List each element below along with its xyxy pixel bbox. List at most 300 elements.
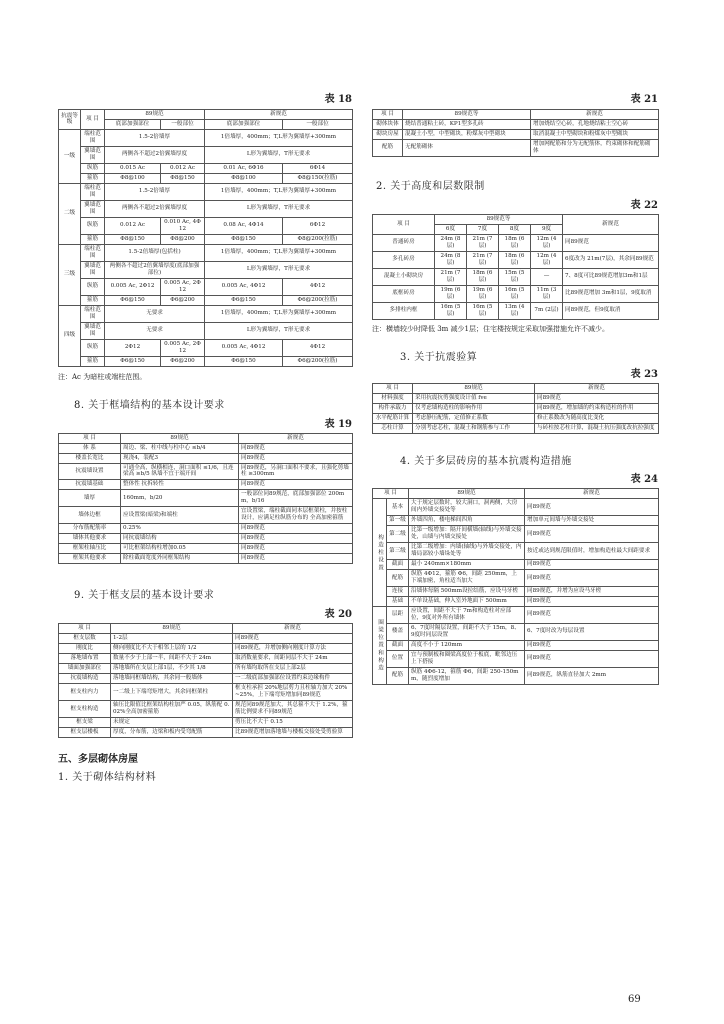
t23-cell: 芯柱计算: [373, 424, 413, 434]
table-row: [59, 200, 353, 217]
t20-h-new: 新规范: [233, 624, 353, 634]
t19-h-89: 89规范: [121, 433, 239, 443]
t24-h-89: 89规范: [409, 489, 525, 499]
t18-cell: 0.005 Ac, 2Φ12: [105, 278, 161, 295]
t19-cell: 墙厚: [59, 490, 121, 507]
t18-cell: 6Φ14: [283, 163, 353, 173]
t18-cell: Φ8@150: [161, 173, 205, 183]
t18-cell: 两侧各不超过2倍翼墙厚度(底部加强部位): [105, 261, 205, 278]
t18-cell: 1倍墙厚，400mm；T,L形为翼墙厚+300mm: [205, 244, 353, 261]
page-number: 69: [628, 994, 641, 1005]
table-row: [373, 394, 659, 404]
table-row: [373, 499, 659, 516]
t24-cell: 沿墙体每隔 500mm设拉结筋，应设马牙槎: [409, 586, 525, 596]
table24-caption: 表 24: [630, 474, 658, 486]
section8-title: 8. 关于框墙结构的基本设计要求: [74, 399, 225, 411]
table-row: [59, 718, 353, 728]
t24-cell: 不单设基础，伸入室外地面下 500mm: [409, 596, 525, 606]
t24-group-construct-column: 构造柱设置: [373, 499, 387, 607]
table-row: [59, 234, 353, 244]
t18-cell: Φ6@200: [161, 295, 205, 305]
t24-cell: 同89规范，纵筋直径加大 2mm: [525, 667, 659, 684]
table-row: [59, 163, 353, 173]
t20-cell: 框支柱承担 20%地层剪力且柱轴力加大 20%~25%，上下端弯矩增加同89规范: [233, 684, 353, 701]
t24-group-ring-beam: 圈梁位置和构造: [373, 606, 387, 684]
t24-cell: 同89规范: [525, 560, 659, 570]
t24-cell: 6、7度时隔层设置，间距不大于 15m，8、9度时同层设置: [409, 623, 525, 640]
table-row: [59, 544, 353, 554]
t24-cell: 6、7度时改为每层设置: [525, 623, 659, 640]
table24-body: [373, 499, 659, 685]
t24-item-cell: 层距: [387, 606, 409, 623]
t22-cell: 同89规范，但9度取消: [563, 302, 659, 319]
t22-cell: 24m (8层): [435, 251, 467, 268]
t20-cell: 一二级底部加强部位设置约束边缘构件: [233, 674, 353, 684]
t24-cell: 高度不小于 120mm: [409, 640, 525, 650]
t20-cell: 框支层数: [59, 634, 111, 644]
t24-cell: 宜与预制板和圈梁高度位于板底，毗邻边压上下搭接: [409, 650, 525, 667]
table-row: [59, 173, 353, 183]
t24-item-cell: 第二级: [387, 526, 409, 543]
t22-cell: 底框砖房: [373, 285, 435, 302]
t21-cell: 砌块房屋: [373, 129, 403, 139]
table-row: [59, 305, 353, 322]
section2-title: 2. 关于高度和层数限制: [376, 180, 485, 192]
left-column: [58, 0, 352, 783]
t23-h-item: 项 目: [373, 384, 413, 394]
table-row: [59, 278, 353, 295]
t19-cell: 现浇4，装配3: [121, 453, 239, 463]
t24-item-cell: 截面: [387, 560, 409, 570]
t20-cell: 抗震墙构造: [59, 674, 111, 684]
t18-h-bottom1: 底部加强部位: [105, 119, 161, 129]
t20-cell: 框支柱内力: [59, 684, 111, 701]
table24: [372, 488, 659, 685]
t18-cell: 4Φ12: [283, 278, 353, 295]
t18-cell: 4Φ12: [283, 339, 353, 356]
table-row: [59, 463, 353, 480]
t18-cell: 无要求: [105, 322, 205, 339]
t20-cell: 侧向刚度比不大于相邻上层的 1/2: [111, 644, 233, 654]
t22-cell: 7、8度可比89规范增加3m和1层: [563, 268, 659, 285]
section3-title: 3. 关于抗震验算: [400, 352, 478, 364]
table20: [58, 623, 353, 738]
table23-body: [373, 394, 659, 434]
t23-cell: 水平配筋计算: [373, 414, 413, 424]
t19-cell: 一般部位同89规范，底部加强部位 200mm，b/16: [239, 490, 353, 507]
table18: [58, 109, 353, 367]
t22-cell: 13m (4层): [499, 302, 531, 319]
table-row: [59, 684, 353, 701]
t18-item-cell: 端柱范围: [81, 129, 105, 146]
table-row: [59, 322, 353, 339]
table21-caption: 表 21: [630, 94, 658, 105]
t18-item-cell: 翼墙范围: [81, 322, 105, 339]
t19-cell: 整体性 抗拆转性: [121, 480, 239, 490]
t19-cell: 框架其他要求: [59, 554, 121, 564]
table-row: [373, 667, 659, 684]
t24-item-cell: 位置: [387, 650, 409, 667]
table-row: [59, 490, 353, 507]
table-row: [373, 640, 659, 650]
t22-cell: 同89规范: [563, 234, 659, 251]
t18-cell: 0.015 Ac: [105, 163, 161, 173]
t18-h-89: 89规范: [105, 110, 205, 120]
t21-h-item: 项 目: [373, 110, 403, 120]
t18-item-cell: 箍筋: [81, 295, 105, 305]
table-row: [373, 516, 659, 526]
t24-cell: 应设置，间距不大于 7m和构造柱对应部位，9度对外所有墙体: [409, 606, 525, 623]
t22-cell: 24m (8层): [435, 234, 467, 251]
t24-item-cell: 连接: [387, 586, 409, 596]
t18-cell: Φ6@200(拉筋): [283, 295, 353, 305]
t23-cell: 考虑静压配筋，定值修正系数: [413, 414, 535, 424]
t18-cell: 1.5-2倍墙厚: [105, 183, 205, 200]
table-row: [59, 674, 353, 684]
t18-cell: 1.5-2倍墙厚: [105, 129, 205, 146]
t18-cell: 1.5-2倍墙厚(包括柱): [105, 244, 205, 261]
t20-cell: 一二级上下端弯矩增大，其余同框架柱: [111, 684, 233, 701]
t20-cell: 取消数量要求，间距同层不大于 24m: [233, 654, 353, 664]
t18-h-grade: 抗震等级: [59, 110, 81, 130]
t19-cell: 墙体边框: [59, 507, 121, 524]
t18-cell: 0.01 Ac, 6Φ16: [205, 163, 283, 173]
t22-cell: 15m (5层): [499, 268, 531, 285]
t18-cell: Φ6@150: [205, 356, 283, 366]
t24-cell: 比第一级增加：隔开间横墙(轴线)与外墙交接处，山墙与内墙交接处: [409, 526, 525, 543]
t21-cell: 取消混凝土中型砌块和粉煤灰中型砌块: [531, 129, 659, 139]
table22: [372, 214, 659, 320]
t19-cell: 同89规范: [239, 524, 353, 534]
t24-cell: 纵筋 4Φ6-12，箍筋 Φ6，间距 250-150mm，随烈度增加: [409, 667, 525, 684]
table-row: [59, 654, 353, 664]
table-row: [59, 644, 353, 654]
t19-cell: 周边、梁、柱中线与柱中心 ≤b/4: [121, 443, 239, 453]
t18-grade-cell: 一级: [59, 129, 81, 183]
table21-body: [373, 119, 659, 156]
t19-cell: 同89规范: [239, 544, 353, 554]
t20-cell: 落地墙同框墙结构，其余同一般墙体: [111, 674, 233, 684]
t24-cell: 大于规定层数时，较大洞口，洞两侧，大房间内外墙交接处等: [409, 499, 525, 516]
t22-h-8deg: 8度: [499, 224, 531, 234]
t24-item-cell: 配筋: [387, 667, 409, 684]
t18-h-general1: 一般部位: [161, 119, 205, 129]
t23-cell: 同89规范: [535, 394, 659, 404]
t20-cell: 厚度，分布筋，边梁和板内受弯配筋: [111, 728, 233, 738]
t18-cell: L形为翼墙厚，T形无要求: [205, 200, 353, 217]
t19-cell: 应设置梁(暗梁)和端柱: [121, 507, 239, 524]
t24-cell: 同89规范: [525, 640, 659, 650]
table-row: [59, 443, 353, 453]
t22-cell: 16m (5层): [435, 302, 467, 319]
t22-cell: 16m (5层): [467, 302, 499, 319]
table-row: [59, 701, 353, 718]
table-row: [373, 404, 659, 414]
t18-h-new: 新规范: [205, 110, 353, 120]
t18-item-cell: 箍筋: [81, 234, 105, 244]
table-row: [59, 339, 353, 356]
table-row: [373, 526, 659, 543]
t22-h-7deg: 7度: [467, 224, 499, 234]
t18-h-general2: 一般部位: [283, 119, 353, 129]
t20-h-item: 项 目: [59, 624, 111, 634]
t24-h-new: 新规范: [525, 489, 659, 499]
t18-cell: L形为翼墙厚，T形无要求: [205, 146, 353, 163]
t18-grade-cell: 二级: [59, 183, 81, 244]
table-row: [373, 424, 659, 434]
t24-cell: 同89规范，并增为应设马牙槎: [525, 586, 659, 596]
table-row: [373, 251, 659, 268]
t24-cell: 同89规范: [525, 596, 659, 606]
table-row: [373, 596, 659, 606]
t24-item-cell: 配筋: [387, 570, 409, 587]
table-row: [373, 285, 659, 302]
section5-title: 五、多层砌体房屋: [58, 754, 138, 766]
table-row: [373, 570, 659, 587]
t22-cell: 11m (3层): [531, 285, 563, 302]
t21-h-89: 89规范等: [403, 110, 531, 120]
table-row: [373, 119, 659, 129]
t24-item-cell: 截面: [387, 640, 409, 650]
t18-item-cell: 翼墙范围: [81, 146, 105, 163]
t18-cell: 两侧各不超过2倍翼墙厚度: [105, 200, 205, 217]
t18-item-cell: 端柱范围: [81, 244, 105, 261]
table-row: [373, 650, 659, 667]
t24-item-cell: 第一级: [387, 516, 409, 526]
t21-cell: 配筋: [373, 139, 403, 156]
t20-cell: 框支层楼板: [59, 728, 111, 738]
t20-cell: 同89规范，并增加侧向刚度计算方法: [233, 644, 353, 654]
t18-grade-cell: 四级: [59, 305, 81, 366]
table22-body: [373, 234, 659, 319]
t18-cell: 2Φ12: [105, 339, 161, 356]
t18-cell: L形为翼墙厚，T形无要求: [205, 261, 353, 278]
table18-note: 注：Ac 为暗柱或端柱范围。: [58, 372, 147, 381]
t20-cell: 1-2层: [111, 634, 233, 644]
t18-cell: 0.005 Ac, 4Φ12: [205, 278, 283, 295]
table23: [372, 383, 659, 434]
t19-cell: 同89规范: [239, 453, 353, 463]
t18-item-cell: 纵筋: [81, 339, 105, 356]
table21: [372, 109, 659, 157]
t21-cell: 混凝土小型，中型砌块，粉煤灰中型砌块: [403, 129, 531, 139]
t22-cell: 19m (6层): [435, 285, 467, 302]
t22-cell: 18m (6层): [499, 234, 531, 251]
t20-cell: 落地墙布置: [59, 654, 111, 664]
t19-cell: 同抗震墙结构: [121, 534, 239, 544]
t20-cell: 数量不少于上部一半，间距不大于 24m: [111, 654, 233, 664]
t22-cell: 6度改为 21m(7层)，其余同89规范: [563, 251, 659, 268]
t23-cell: 分别考虑芯柱，混凝土和钢筋参与工作: [413, 424, 535, 434]
t24-item-cell: 基本: [387, 499, 409, 516]
t23-h-89: 89规范: [413, 384, 535, 394]
t21-cell: 无配筋砌体: [403, 139, 531, 156]
t19-cell: 抗震墙基础: [59, 480, 121, 490]
t20-cell: 未规定: [111, 718, 233, 728]
t18-item-cell: 端柱范围: [81, 305, 105, 322]
t18-cell: Φ8@150(拉筋): [283, 173, 353, 183]
table22-caption: 表 22: [630, 199, 658, 211]
table19-caption: 表 19: [324, 418, 352, 430]
t19-cell: 分布筋配筋率: [59, 524, 121, 534]
t18-cell: Φ6@200: [161, 356, 205, 366]
t18-cell: 0.012 Ac: [161, 163, 205, 173]
t23-cell: 材料强度: [373, 394, 413, 404]
t18-cell: Φ8@100: [205, 173, 283, 183]
t18-cell: 0.012 Ac: [105, 217, 161, 234]
t22-cell: 18m (6层): [499, 251, 531, 268]
t22-cell: 比89规范增加 3m和1层，9度取消: [563, 285, 659, 302]
t20-cell: 轴压比限值比框架结构柱加严 0.05，纵筋配 0.02%全高加密箍筋: [111, 701, 233, 718]
t19-cell: 同89规范: [239, 534, 353, 544]
t18-item-cell: 箍筋: [81, 173, 105, 183]
table19: [58, 433, 353, 565]
t18-cell: Φ8@150: [105, 234, 161, 244]
table20-body: [59, 634, 353, 738]
table-row: [59, 453, 353, 463]
t20-h-89: 89规范: [111, 624, 233, 634]
t18-cell: Φ6@150: [205, 295, 283, 305]
t24-cell: 同89规范: [525, 499, 659, 516]
t18-cell: Φ8@100: [105, 173, 161, 183]
t24-cell: 同89规范: [525, 526, 659, 543]
t18-cell: 0.005 Ac, 2Φ12: [161, 339, 205, 356]
t22-h-item: 项 目: [373, 214, 435, 234]
t24-cell: 外墙四角，楼电梯间四角: [409, 516, 525, 526]
t22-cell: 混凝土小砌块房: [373, 268, 435, 285]
t19-h-new: 新规范: [239, 433, 353, 443]
table23-caption: 表 23: [630, 369, 658, 381]
t22-cell: 12m (4层): [531, 251, 563, 268]
t24-cell: 同89规范: [525, 570, 659, 587]
t21-cell: 砌体块体: [373, 119, 403, 129]
t22-cell: 19m (6层): [467, 285, 499, 302]
table-row: [59, 554, 353, 564]
table-row: [373, 129, 659, 139]
table-row: [373, 302, 659, 319]
table-row: [59, 728, 353, 738]
t23-cell: 同89规范，增加墙的约束构造柱的作用: [535, 404, 659, 414]
t20-cell: 剪压比不大于 0.15: [233, 718, 353, 728]
t24-cell: 比第二级增加：内墙(轴线)与外墙交接处，内墙局部较小墙垛处等: [409, 543, 525, 560]
t19-cell: 可比框架结构柱增加0.05: [121, 544, 239, 554]
t21-cell: 增加烧结空心砖，孔地烧结粘土空心砖: [531, 119, 659, 129]
table18-caption: 表 18: [324, 94, 352, 105]
t19-cell: 同89规范，另洞口面积不要求，且强化剪墙柱 ≥300mm: [239, 463, 353, 480]
t18-item-cell: 端柱范围: [81, 183, 105, 200]
table-row: [59, 480, 353, 490]
t23-cell: 修正系数改为随高度比变化: [535, 414, 659, 424]
t19-cell: 同89规范: [239, 554, 353, 564]
t18-cell: 1倍墙厚，400mm；T,L形为翼墙厚+300mm: [205, 129, 353, 146]
t22-h-new: 新规范: [563, 214, 659, 234]
table-row: [373, 606, 659, 623]
table-row: [373, 139, 659, 156]
t22-cell: —: [531, 268, 563, 285]
t20-cell: 落地墙所在支层上部1层，不少其 1/8: [111, 664, 233, 674]
table-row: [59, 524, 353, 534]
t18-cell: Φ6@200(拉筋): [283, 356, 353, 366]
t18-item-cell: 纵筋: [81, 217, 105, 234]
t20-cell: 框支柱构造: [59, 701, 111, 718]
t18-cell: 6Φ12: [283, 217, 353, 234]
table19-body: [59, 443, 353, 564]
t19-cell: 抗震墙设置: [59, 463, 121, 480]
table22-note: 注：横墙较少时降低 3m 减少1层；住宅楼按规定采取加强措施允许不减少。: [372, 324, 609, 333]
t18-cell: Φ6@150: [105, 295, 161, 305]
t18-cell: 无要求: [105, 305, 205, 322]
t18-cell: 两侧各不超过2倍翼墙厚度: [105, 146, 205, 163]
t24-cell: 同89规范: [525, 650, 659, 667]
t23-cell: 仅考虑墙构造柱的影响作用: [413, 404, 535, 414]
table-row: [373, 586, 659, 596]
t18-cell: 1倍墙厚，400mm；T,L形为翼墙厚+300mm: [205, 183, 353, 200]
t18-item-cell: 纵筋: [81, 163, 105, 173]
t22-cell: 12m (4层): [531, 234, 563, 251]
t18-item-cell: 翼墙范围: [81, 200, 105, 217]
t22-cell: 21m (7层): [467, 234, 499, 251]
t21-cell: 烧结普通粘土砖，KP1型多孔砖: [403, 119, 531, 129]
section9-title: 9. 关于框支层的基本设计要求: [74, 590, 215, 602]
table-row: [59, 534, 353, 544]
t22-cell: 普通砖房: [373, 234, 435, 251]
t22-h-9deg: 9度: [531, 224, 563, 234]
t23-cell: 与砖柱按芯柱计算，混凝土抗压强度改抗拉强度: [535, 424, 659, 434]
t24-item-cell: 基础: [387, 596, 409, 606]
section5-subtitle: 1. 关于砌体结构材料: [58, 772, 157, 784]
t19-cell: 楼盖长宽比: [59, 453, 121, 463]
table-row: [59, 217, 353, 234]
t19-cell: 160mm，b/20: [121, 490, 239, 507]
t20-cell: 同89规范: [233, 634, 353, 644]
table-row: [373, 543, 659, 560]
t19-cell: 除柱截面宽度外同框架结构: [121, 554, 239, 564]
t18-cell: L形为翼墙厚，T形无要求: [205, 322, 353, 339]
t18-cell: 0.005 Ac, 2Φ12: [161, 278, 205, 295]
t20-cell: 规范同89规范加大，其总箍不大于 1.2%，箍筋比例要求不同89规范: [233, 701, 353, 718]
t20-cell: 比89规范增加落地墙与楼板交接处受剪验算: [233, 728, 353, 738]
t22-h-6deg: 6度: [435, 224, 467, 234]
t22-cell: 多孔砖房: [373, 251, 435, 268]
t18-item-cell: 箍筋: [81, 356, 105, 366]
table-row: [59, 146, 353, 163]
t21-cell: 增加网配筋和分为无配筋体，约束砌体和配筋砌体: [531, 139, 659, 156]
section4-title: 4. 关于多层砖房的基本抗震构造措施: [400, 456, 572, 468]
table-row: [59, 356, 353, 366]
t19-cell: 同89规范: [239, 443, 353, 453]
table-row: [59, 244, 353, 261]
t18-cell: 0.08 Ac, 4Φ14: [205, 217, 283, 234]
t19-cell: 宜设置梁，端柱截面同本层框架柱，并按柱设计，应满足柱纵筋分布的 全高加密箍筋: [239, 507, 353, 524]
t19-cell: 0.25%: [121, 524, 239, 534]
t20-cell: 所有墙均取所在支层上部2层: [233, 664, 353, 674]
t22-cell: 16m (5层): [499, 285, 531, 302]
table-row: [59, 664, 353, 674]
t18-cell: Φ8@200: [161, 234, 205, 244]
table-row: [59, 183, 353, 200]
t23-h-new: 新规范: [535, 384, 659, 394]
t20-cell: 刚度比: [59, 644, 111, 654]
table-row: [59, 634, 353, 644]
t19-cell: 体 系: [59, 443, 121, 453]
t24-cell: 按近或达到规范限值时，增加构造柱最大间距要求: [525, 543, 659, 560]
t24-cell: 增加单元间墙与外墙交接处: [525, 516, 659, 526]
t22-cell: 21m (7层): [467, 251, 499, 268]
t22-cell: 多排柱内框: [373, 302, 435, 319]
t24-cell: 同89规范: [525, 606, 659, 623]
t22-cell: 21m (7层): [435, 268, 467, 285]
t18-item-cell: 纵筋: [81, 278, 105, 295]
